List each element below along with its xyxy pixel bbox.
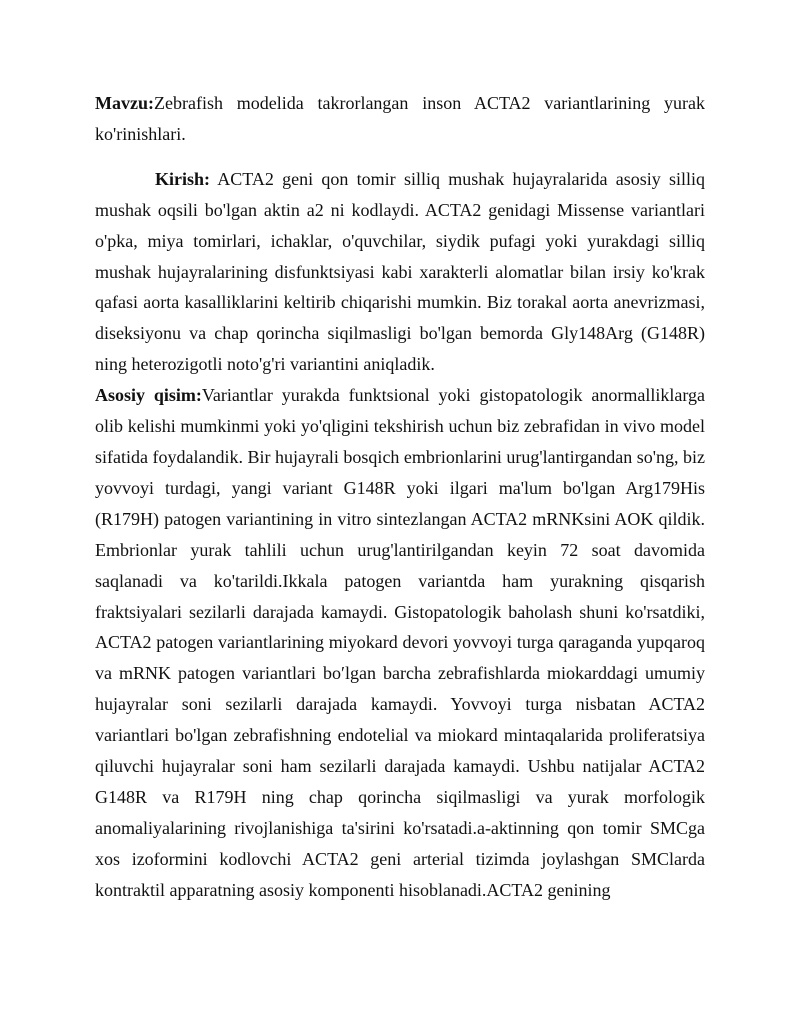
main-paragraph [95, 380, 705, 905]
document-page [95, 88, 705, 906]
intro-paragraph [95, 164, 705, 380]
intro-label: Kirish: [155, 168, 211, 189]
topic-text: Zebrafish modelida takrorlangan inson ACTA2 variantlarining yurak ko'rinishlari. [95, 93, 705, 144]
intro-text: ACTA2 geni qon tomir silliq mushak hujayralarida asosiy silliq mushak oqsili bo'lgan aktin a2 ni kodlaydi. ACTA2 genidagi Missense variantlari o'pka, miya tomirlari, ichaklar, o'quvchilar, siydik pufagi yoki yurakdagi silliq mushak hujayralarining disfunktsiyasi kabi xarakterli alomatlar bilan irsiy ko'krak qafasi aorta kasalliklarini keltirib chiqarishi mumkin. Biz torakal aorta anevrizmasi, diseksiyonu va chap qorincha siqilmasligi bo'lgan bemorda Gly148Arg (G148R) ning heterozigotli noto'g'ri variantini aniqladik. [95, 168, 705, 375]
main-label: Asosiy qisim: [95, 385, 202, 406]
topic-paragraph [95, 88, 705, 150]
main-text: Variantlar yurakda funktsional yoki gistopatologik anormalliklarga olib kelishi mumkinmi yoki yo'qligini tekshirish uchun biz zebrafidan in vivo model sifatida foydalandik. Bir hujayrali bosqich embrionlarini urug'lantirgandan so'ng, biz yovvoyi turdagi, yangi variant G148R yoki ilgari ma'lum bo'lgan Arg179His (R179H) patogen variantining in vitro sintezlangan ACTA2 mRNKsini AOK qildik. Embrionlar yurak tahlili uchun urug'lantirilgandan keyin 72 soat davomida saqlanadi va ko'tarildi.Ikkala patogen variantda ham yurakning qisqarish fraktsiyalari sezilarli darajada kamaydi. Gistopatologik baholash shuni ko'rsatdiki, ACTA2 patogen variantlarining miyokard devori yovvoyi turga qaraganda yupqaroq va mRNK patogen variantlari bo′lgan barcha zebrafishlarda miokarddagi umumiy hujayralar soni sezilarli darajada kamaydi. Yovvoyi turga nisbatan ACTA2 variantlari bo'lgan zebrafishning endotelial va miokard mintaqalarida proliferatsiya qiluvchi hujayralar soni ham sezilarli darajada kamaydi. Ushbu natijalar ACTA2 G148R va R179H ning chap qorincha siqilmasligi va yurak morfologik anomaliyalarining rivojlanishiga ta'sirini ko'rsatadi.a-aktinning qon tomir SMCga xos izoformini kodlovchi ACTA2 geni arterial tizimda joylashgan SMClarda kontraktil apparatning asosiy komponenti hisoblanadi.ACTA2 genining [95, 385, 706, 900]
topic-label: Mavzu: [95, 93, 154, 113]
